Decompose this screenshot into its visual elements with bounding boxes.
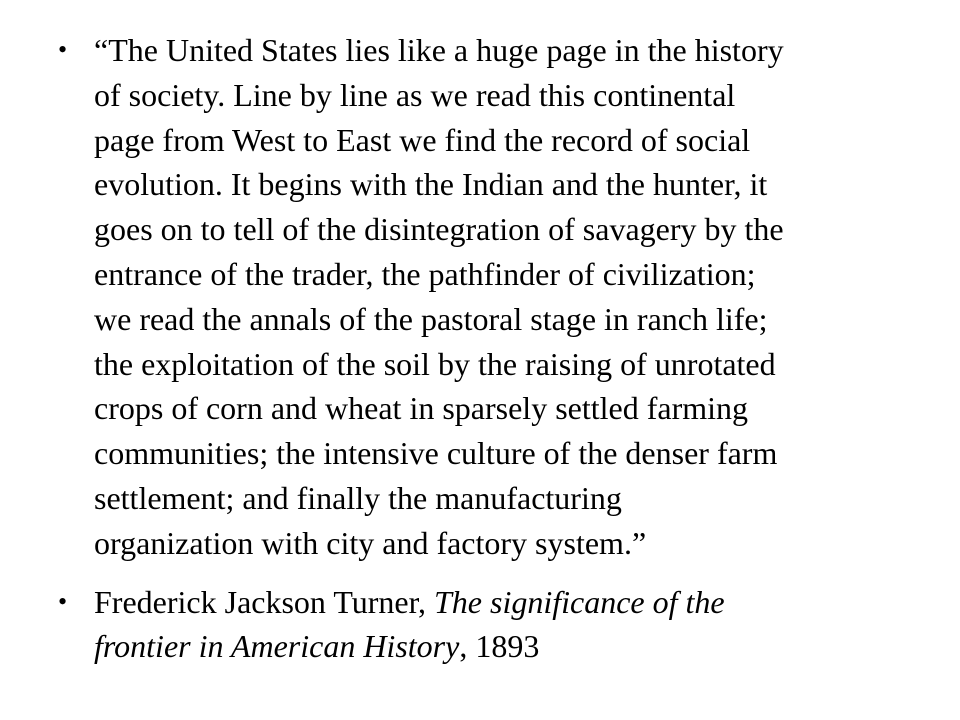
citation-title-part-1: The significance of the [434,583,725,620]
bullet-icon: • [58,586,68,616]
quote-line: settlement; and finally the manufacturing [94,479,622,516]
quote-bullet [56,28,916,566]
quote-line: evolution. It begins with the Indian and the hunter, it [94,166,768,203]
quote-line: “The United States lies like a huge page in the history [94,32,784,68]
quote-line: of society. Line by line as we read this continental [94,76,736,113]
citation-line-1 [94,580,916,625]
quote-line: the exploitation of the soil by the raising of unrotated [94,345,776,382]
citation-author: Frederick Jackson Turner, [94,583,434,620]
citation-bullet [56,580,916,670]
quote-line: communities; the intensive culture of the denser farm [94,435,778,472]
quote-line: entrance of the trader, the pathfinder of civilization; [94,255,756,292]
quote-line: page from West to East we find the record of social [94,121,751,158]
citation-title-part-2: frontier in American History [94,628,460,665]
quote-line: organization with city and factory system.” [94,524,647,561]
bullet-list [56,28,916,669]
citation-year: , 1893 [459,628,540,665]
bullet-icon: • [58,35,68,64]
quote-line: we read the annals of the pastoral stage in ranch life; [94,300,768,337]
quote-line: goes on to tell of the disintegration of savagery by the [94,211,784,248]
citation-line-2 [94,624,916,669]
quote-line: crops of corn and wheat in sparsely settled farming [94,390,749,427]
